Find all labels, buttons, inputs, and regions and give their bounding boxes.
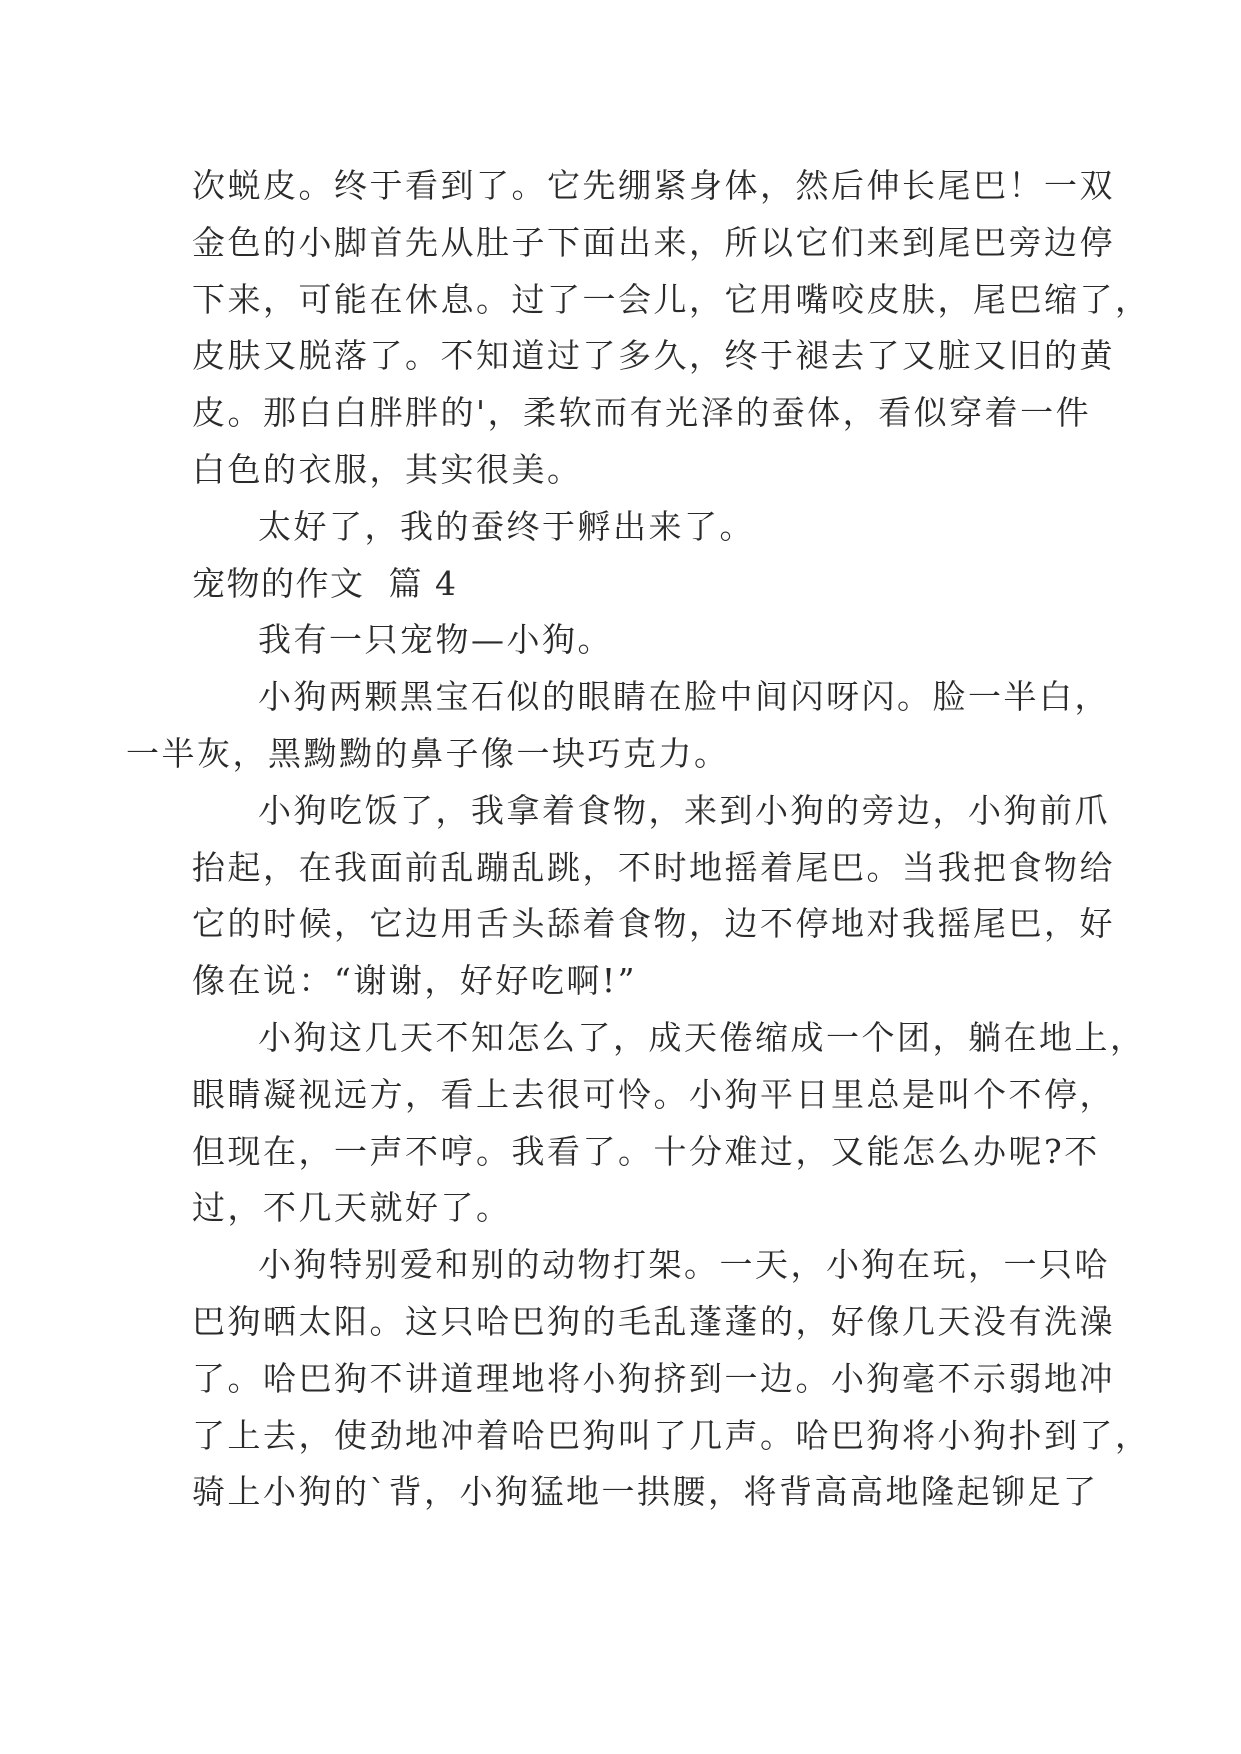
paragraph-silkworm-hatched [192,499,1072,556]
text-line: 我有一只宠物—小狗。 [258,620,613,660]
text-line: 小狗两颗黑宝石似的眼睛在脸中间闪呀闪。脸一半白， [258,677,1110,717]
paragraph-dog-eating [192,783,1115,1010]
text-line: 小狗吃饭了，我拿着食物，来到小狗的旁边，小狗前爪 [258,790,1110,830]
heading-text: 宠物的作文 篇 4 [192,563,458,603]
text-line: 了。哈巴狗不讲道理地将小狗挤到一边。小狗毫不示弱地冲 [192,1358,1115,1398]
text-line: 像在说：“谢谢，好好吃啊!” [192,961,638,1001]
text-line: 皮肤又脱落了。不知道过了多久，终于褪去了又脏又旧的黄 [192,336,1115,376]
paragraph-intro-dog [192,612,1072,669]
paragraph-silkworm-molting [192,158,1151,499]
text-line: 次蜕皮。终于看到了。它先绷紧身体，然后伸长尾巴！一双 [192,166,1115,205]
text-line: 一半灰，黑黝黝的鼻子像一块巧克力。 [126,733,730,773]
text-line: 太好了，我的蚕终于孵出来了。 [258,506,755,546]
text-line: 眼睛凝视远方，看上去很可怜。小狗平日里总是叫个不停， [192,1074,1115,1114]
text-line: 但现在，一声不哼。我看了。十分难过，又能怎么办呢?不 [192,1131,1100,1171]
text-line: 骑上小狗的`背，小狗猛地一拱腰，将背高高地隆起铆足了 [192,1472,1099,1512]
text-line: 金色的小脚首先从肚子下面出来，所以它们来到尾巴旁边停 [192,222,1115,262]
text-line: 小狗特别爱和别的动物打架。一天，小狗在玩，一只哈 [258,1245,1110,1285]
paragraph-dog-fight [192,1237,1151,1521]
paragraph-dog-appearance [126,669,1110,783]
text-line: 皮。那白白胖胖的'，柔软而有光泽的蚕体，看似穿着一件 [192,393,1092,433]
text-line: 下来，可能在休息。过了一会儿，它用嘴咬皮肤，尾巴缩了， [192,279,1151,319]
text-line: 抬起，在我面前乱蹦乱跳，不时地摇着尾巴。当我把食物给 [192,847,1115,887]
text-line: 巴狗晒太阳。这只哈巴狗的毛乱蓬蓬的，好像几天没有洗澡 [192,1301,1115,1341]
text-line: 了上去，使劲地冲着哈巴狗叫了几声。哈巴狗将小狗扑到了， [192,1415,1151,1455]
section-heading [192,556,1072,613]
document-body [126,158,1151,1521]
text-line: 白色的衣服，其实很美。 [192,449,583,489]
paragraph-dog-sick [192,1010,1146,1237]
text-line: 小狗这几天不知怎么了，成天倦缩成一个团，躺在地上， [258,1017,1146,1057]
text-line: 它的时候，它边用舌头舔着食物，边不停地对我摇尾巴，好 [192,904,1115,944]
text-line: 过，不几天就好了。 [192,1188,512,1228]
